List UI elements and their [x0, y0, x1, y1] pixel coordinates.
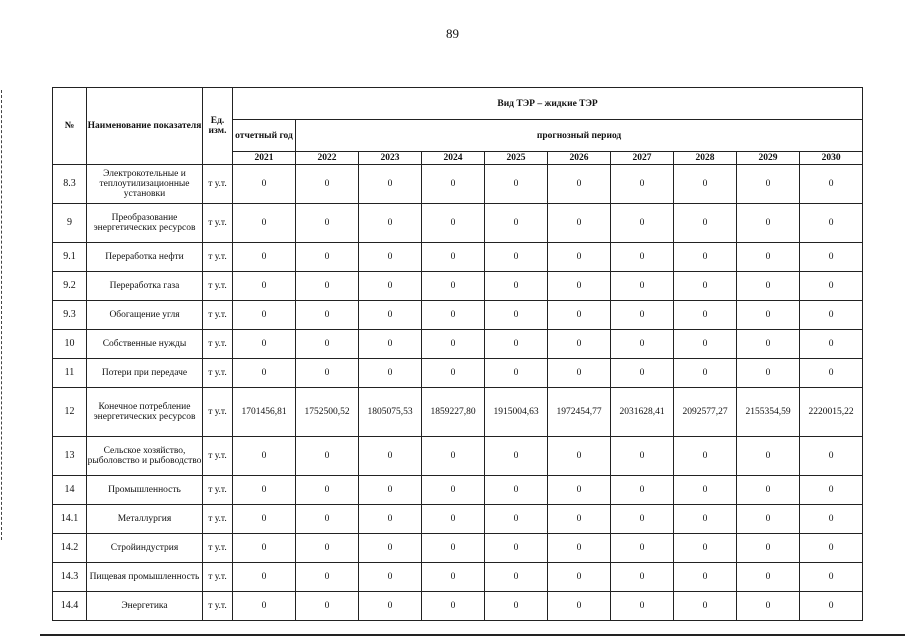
value-cell: 0: [422, 476, 485, 505]
row-number: 9.3: [53, 301, 87, 330]
row-unit: т у.т.: [203, 563, 233, 592]
table-row: [53, 301, 863, 330]
value-cell: 0: [674, 437, 737, 476]
value-cell: 0: [548, 165, 611, 204]
value-cell: 2031628,41: [611, 388, 674, 437]
value-cell: 0: [485, 359, 548, 388]
value-cell: 0: [674, 592, 737, 621]
value-cell: 0: [359, 359, 422, 388]
year-header: 2024: [422, 152, 485, 165]
value-cell: 0: [422, 359, 485, 388]
value-cell: 0: [296, 437, 359, 476]
value-cell: 0: [611, 301, 674, 330]
row-indicator-name: Переработка газа: [87, 272, 203, 301]
value-cell: 0: [296, 204, 359, 243]
value-cell: 0: [800, 359, 863, 388]
row-indicator-name: Стройиндустрия: [87, 534, 203, 563]
row-indicator-name: Собственные нужды: [87, 330, 203, 359]
value-cell: 0: [737, 505, 800, 534]
value-cell: 0: [359, 165, 422, 204]
table-row: [53, 505, 863, 534]
value-cell: 0: [800, 165, 863, 204]
value-cell: 0: [359, 330, 422, 359]
row-unit: т у.т.: [203, 592, 233, 621]
row-indicator-name: Промышленность: [87, 476, 203, 505]
value-cell: 0: [611, 243, 674, 272]
value-cell: 0: [674, 330, 737, 359]
value-cell: 0: [296, 476, 359, 505]
value-cell: 0: [674, 165, 737, 204]
row-indicator-name: Преобразование энергетических ресурсов: [87, 204, 203, 243]
value-cell: 2220015,22: [800, 388, 863, 437]
value-cell: 0: [233, 476, 296, 505]
year-header: 2025: [485, 152, 548, 165]
value-cell: 0: [233, 272, 296, 301]
value-cell: 0: [296, 330, 359, 359]
value-cell: 0: [674, 505, 737, 534]
value-cell: 0: [548, 204, 611, 243]
value-cell: 0: [359, 437, 422, 476]
value-cell: 0: [737, 359, 800, 388]
scan-edge-mark: [1, 90, 4, 540]
table-row: [53, 243, 863, 272]
value-cell: 0: [674, 301, 737, 330]
header-resource-type: Вид ТЭР – жидкие ТЭР: [233, 88, 863, 120]
value-cell: 1915004,63: [485, 388, 548, 437]
value-cell: 0: [422, 437, 485, 476]
row-number: 13: [53, 437, 87, 476]
value-cell: 0: [233, 437, 296, 476]
value-cell: 0: [485, 243, 548, 272]
value-cell: 0: [422, 505, 485, 534]
value-cell: 0: [359, 563, 422, 592]
row-number: 8.3: [53, 165, 87, 204]
value-cell: 0: [737, 592, 800, 621]
row-number: 9: [53, 204, 87, 243]
value-cell: 1972454,77: [548, 388, 611, 437]
value-cell: 0: [548, 243, 611, 272]
row-unit: т у.т.: [203, 301, 233, 330]
value-cell: 0: [611, 165, 674, 204]
year-header: 2028: [674, 152, 737, 165]
value-cell: 0: [422, 301, 485, 330]
value-cell: 0: [233, 204, 296, 243]
value-cell: 0: [233, 592, 296, 621]
value-cell: 0: [485, 330, 548, 359]
value-cell: 0: [359, 592, 422, 621]
row-indicator-name: Обогащение угля: [87, 301, 203, 330]
value-cell: 0: [737, 476, 800, 505]
value-cell: 0: [548, 301, 611, 330]
value-cell: 0: [548, 563, 611, 592]
value-cell: 0: [233, 359, 296, 388]
value-cell: 0: [485, 272, 548, 301]
value-cell: 0: [611, 534, 674, 563]
row-unit: т у.т.: [203, 165, 233, 204]
value-cell: 0: [422, 592, 485, 621]
value-cell: 0: [737, 437, 800, 476]
table-row: [53, 592, 863, 621]
table-row: [53, 437, 863, 476]
value-cell: 0: [359, 243, 422, 272]
value-cell: 0: [674, 272, 737, 301]
value-cell: 0: [359, 204, 422, 243]
value-cell: 0: [611, 330, 674, 359]
value-cell: 0: [611, 437, 674, 476]
value-cell: 0: [800, 592, 863, 621]
row-number: 11: [53, 359, 87, 388]
value-cell: 0: [674, 359, 737, 388]
value-cell: 0: [296, 165, 359, 204]
row-unit: т у.т.: [203, 359, 233, 388]
value-cell: 0: [233, 330, 296, 359]
value-cell: 0: [359, 505, 422, 534]
table-row: [53, 204, 863, 243]
row-indicator-name: Потери при передаче: [87, 359, 203, 388]
value-cell: 0: [800, 534, 863, 563]
value-cell: 0: [233, 505, 296, 534]
row-indicator-name: Энергетика: [87, 592, 203, 621]
year-header: 2029: [737, 152, 800, 165]
value-cell: 0: [674, 534, 737, 563]
row-number: 10: [53, 330, 87, 359]
value-cell: 0: [548, 534, 611, 563]
value-cell: 0: [233, 165, 296, 204]
value-cell: 0: [233, 301, 296, 330]
row-number: 14.3: [53, 563, 87, 592]
row-unit: т у.т.: [203, 204, 233, 243]
value-cell: 0: [737, 204, 800, 243]
value-cell: 0: [296, 505, 359, 534]
year-header: 2027: [611, 152, 674, 165]
table-row: [53, 272, 863, 301]
row-indicator-name: Пищевая промышленность: [87, 563, 203, 592]
value-cell: 0: [422, 534, 485, 563]
header-report-year: отчетный год: [233, 120, 296, 152]
header-number: №: [53, 88, 87, 165]
value-cell: 0: [485, 165, 548, 204]
row-indicator-name: Переработка нефти: [87, 243, 203, 272]
value-cell: 0: [485, 505, 548, 534]
value-cell: 0: [359, 301, 422, 330]
value-cell: 0: [422, 330, 485, 359]
table-row: [53, 359, 863, 388]
row-unit: т у.т.: [203, 388, 233, 437]
value-cell: 0: [296, 359, 359, 388]
table-row: [53, 330, 863, 359]
value-cell: 0: [737, 534, 800, 563]
row-number: 14.2: [53, 534, 87, 563]
value-cell: 0: [548, 505, 611, 534]
value-cell: 0: [233, 243, 296, 272]
row-unit: т у.т.: [203, 272, 233, 301]
value-cell: 0: [674, 204, 737, 243]
header-forecast-period: прогнозный период: [296, 120, 863, 152]
value-cell: 0: [233, 534, 296, 563]
value-cell: 0: [800, 204, 863, 243]
row-unit: т у.т.: [203, 534, 233, 563]
value-cell: 0: [296, 563, 359, 592]
row-number: 14: [53, 476, 87, 505]
table-row: [53, 563, 863, 592]
year-header: 2030: [800, 152, 863, 165]
value-cell: 0: [737, 165, 800, 204]
value-cell: 1859227,80: [422, 388, 485, 437]
value-cell: 0: [548, 359, 611, 388]
row-indicator-name: Металлургия: [87, 505, 203, 534]
row-indicator-name: Конечное потребление энергетических ресурсов: [87, 388, 203, 437]
value-cell: 0: [800, 437, 863, 476]
value-cell: 0: [422, 204, 485, 243]
value-cell: 0: [548, 592, 611, 621]
value-cell: 0: [548, 476, 611, 505]
year-header: 2026: [548, 152, 611, 165]
row-number: 12: [53, 388, 87, 437]
value-cell: 1752500,52: [296, 388, 359, 437]
value-cell: 0: [611, 505, 674, 534]
value-cell: 0: [359, 534, 422, 563]
value-cell: 0: [296, 243, 359, 272]
value-cell: 0: [611, 563, 674, 592]
page-number: 89: [446, 26, 459, 41]
row-number: 14.4: [53, 592, 87, 621]
value-cell: 0: [737, 243, 800, 272]
value-cell: 0: [674, 243, 737, 272]
value-cell: 0: [611, 359, 674, 388]
row-indicator-name: Сельское хозяйство, рыболовство и рыбоводство: [87, 437, 203, 476]
table-row: [53, 476, 863, 505]
row-unit: т у.т.: [203, 243, 233, 272]
value-cell: 0: [422, 165, 485, 204]
header-unit: Ед. изм.: [203, 88, 233, 165]
value-cell: 0: [611, 272, 674, 301]
year-header: 2022: [296, 152, 359, 165]
value-cell: 0: [674, 563, 737, 592]
value-cell: 0: [422, 272, 485, 301]
value-cell: 0: [485, 437, 548, 476]
value-cell: 0: [611, 476, 674, 505]
row-unit: т у.т.: [203, 437, 233, 476]
bottom-rule: [40, 634, 905, 636]
value-cell: 0: [296, 301, 359, 330]
row-number: 14.1: [53, 505, 87, 534]
value-cell: 0: [548, 272, 611, 301]
value-cell: 0: [485, 204, 548, 243]
value-cell: 0: [296, 592, 359, 621]
row-unit: т у.т.: [203, 330, 233, 359]
row-number: 9.1: [53, 243, 87, 272]
value-cell: 0: [485, 563, 548, 592]
value-cell: 0: [800, 330, 863, 359]
value-cell: 0: [674, 476, 737, 505]
value-cell: 2092577,27: [674, 388, 737, 437]
value-cell: 0: [800, 243, 863, 272]
value-cell: 0: [233, 563, 296, 592]
value-cell: 0: [296, 534, 359, 563]
value-cell: 0: [296, 272, 359, 301]
value-cell: 0: [800, 476, 863, 505]
value-cell: 1805075,53: [359, 388, 422, 437]
value-cell: 0: [737, 272, 800, 301]
value-cell: 2155354,59: [737, 388, 800, 437]
row-number: 9.2: [53, 272, 87, 301]
row-indicator-name: Электрокотельные и теплоутилизационные установки: [87, 165, 203, 204]
year-header: 2023: [359, 152, 422, 165]
value-cell: 0: [548, 330, 611, 359]
value-cell: 0: [359, 272, 422, 301]
energy-balance-table: [52, 87, 863, 621]
value-cell: 0: [359, 476, 422, 505]
table-row: [53, 534, 863, 563]
value-cell: 0: [800, 272, 863, 301]
row-unit: т у.т.: [203, 505, 233, 534]
value-cell: 0: [485, 476, 548, 505]
value-cell: 0: [485, 592, 548, 621]
value-cell: 0: [737, 330, 800, 359]
value-cell: 0: [548, 437, 611, 476]
value-cell: 0: [485, 301, 548, 330]
value-cell: 0: [737, 563, 800, 592]
header-indicator-name: Наименование показателя: [87, 88, 203, 165]
value-cell: 0: [485, 534, 548, 563]
table-row: [53, 388, 863, 437]
row-unit: т у.т.: [203, 476, 233, 505]
value-cell: 0: [422, 563, 485, 592]
value-cell: 1701456,81: [233, 388, 296, 437]
year-header: 2021: [233, 152, 296, 165]
value-cell: 0: [737, 301, 800, 330]
value-cell: 0: [800, 301, 863, 330]
value-cell: 0: [800, 505, 863, 534]
table-row: [53, 165, 863, 204]
value-cell: 0: [611, 204, 674, 243]
value-cell: 0: [422, 243, 485, 272]
value-cell: 0: [611, 592, 674, 621]
value-cell: 0: [800, 563, 863, 592]
